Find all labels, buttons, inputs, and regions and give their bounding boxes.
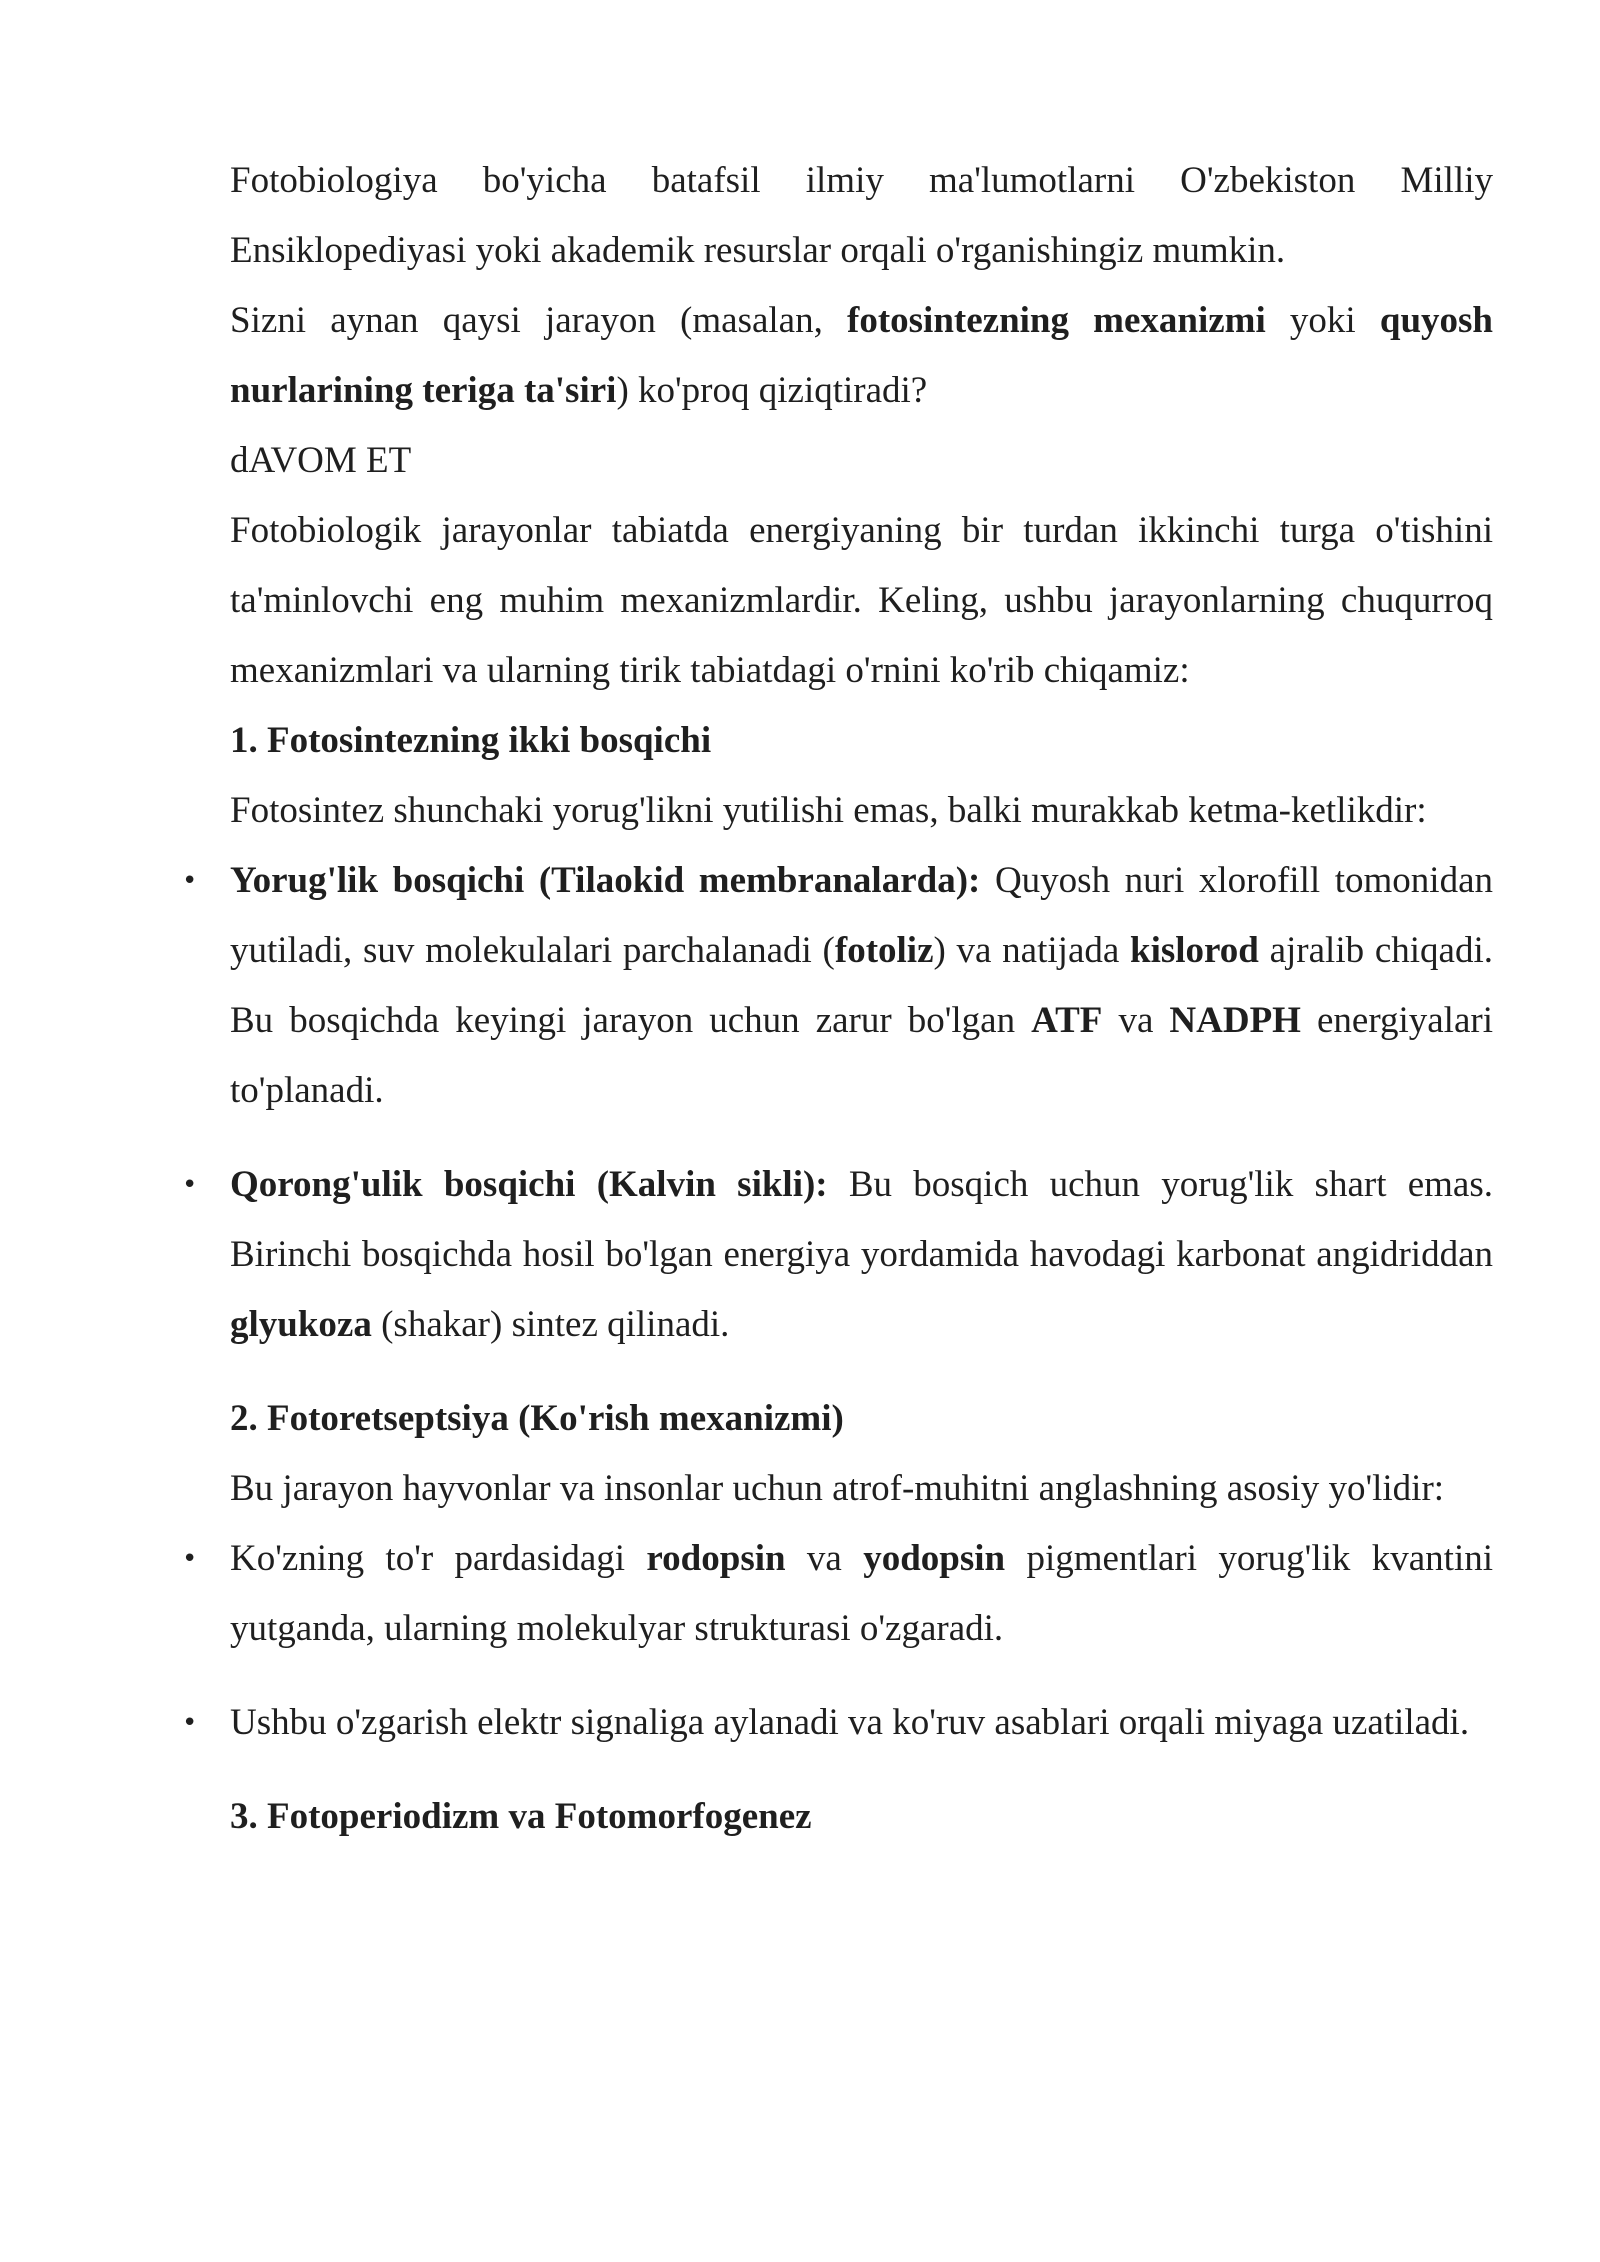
- list-item: • Ushbu o'zgarish elektr signaliga aylanadi va ko'ruv asablari orqali miyaga uzatiladi.: [230, 1688, 1493, 1758]
- intro-paragraph-1: Fotobiologiya bo'yicha batafsil ilmiy ma'lumotlarni O'zbekiston Milliy Ensiklopediyasi yoki akademik resurslar orqali o'rganishingiz mumkin.: [230, 160, 1493, 271]
- text-span: va: [785, 1538, 864, 1579]
- text-span: ajralib chiqadi. Bu bosqichda keyingi jarayon uchun zarur bo'lgan: [230, 930, 1493, 1041]
- section-heading-2: 2. Fotoretseptsiya (Ko'rish mexanizmi): [230, 1398, 844, 1439]
- bold-term: quyosh nurlarining teriga ta'siri: [230, 300, 1494, 411]
- intro-paragraph-2: Fotobiologik jarayonlar tabiatda energiyaning bir turdan ikkinchi turga o'tishini ta'minlovchi eng muhim mexanizmlardir. Keling, ushbu jarayonlarning chuqurroq mexanizmlari va ularning tirik tabiatdagi o'rnini ko'rib chiqamiz:: [230, 510, 1493, 691]
- bold-term: kislorod: [1130, 930, 1259, 971]
- bullet-title: Qorong'ulik bosqichi (Kalvin sikli):: [230, 1164, 828, 1205]
- list-item: [230, 846, 1493, 1126]
- bold-term: fotosintezning mexanizmi: [847, 300, 1266, 341]
- text-span: Bu bosqich uchun yorug'lik shart emas. Birinchi bosqichda hosil bo'lgan energiya yordamida havodagi karbonat angidriddan: [230, 1164, 1493, 1275]
- text-span: Quyosh nuri xlorofill tomonidan yutiladi, suv molekulalari parchalanadi (: [230, 860, 1493, 971]
- text-span: yoki: [1265, 300, 1380, 341]
- text-span: (shakar) sintez qilinadi.: [371, 1304, 730, 1345]
- section-1-lead: Fotosintez shunchaki yorug'likni yutilishi emas, balki murakkab ketma-ketlikdir:: [230, 790, 1427, 831]
- text-span: va: [1102, 1000, 1170, 1041]
- text-span: ) ko'proq qiziqtiradi?: [616, 370, 928, 411]
- list-item: [230, 1524, 1493, 1664]
- bold-term: NADPH: [1169, 1000, 1301, 1041]
- bold-term: fotoliz: [834, 930, 934, 971]
- text-span: Ko'zning to'r pardasidagi: [230, 1538, 647, 1579]
- section-heading-1: 1. Fotosintezning ikki bosqichi: [230, 720, 712, 761]
- bullet-title: Yorug'lik bosqichi (Tilaokid membranalarda):: [230, 860, 981, 901]
- section-2-lead: Bu jarayon hayvonlar va insonlar uchun atrof-muhitni anglashning asosiy yo'lidir:: [230, 1468, 1445, 1509]
- text-span: pigmentlari yorug'lik kvantini yutganda, ularning molekulyar strukturasi o'zgaradi.: [230, 1538, 1494, 1649]
- bold-term: yodopsin: [863, 1538, 1006, 1579]
- bold-term: glyukoza: [230, 1304, 372, 1345]
- text-span: energiyalari to'planadi.: [230, 1000, 1493, 1111]
- continue-line: dAVOM ET: [230, 440, 412, 481]
- list-item: [230, 1150, 1493, 1360]
- document-page: [230, 146, 1493, 1852]
- section-2-list: [230, 1524, 1493, 1758]
- text-span: ) va natijada: [933, 930, 1131, 971]
- bold-term: rodopsin: [646, 1538, 786, 1579]
- intro-question: [230, 286, 1493, 426]
- section-1-list: [230, 846, 1493, 1360]
- text-span: Sizni aynan qaysi jarayon (masalan,: [230, 300, 847, 341]
- bold-term: ATF: [1031, 1000, 1103, 1041]
- section-heading-3: 3. Fotoperiodizm va Fotomorfogenez: [230, 1796, 812, 1837]
